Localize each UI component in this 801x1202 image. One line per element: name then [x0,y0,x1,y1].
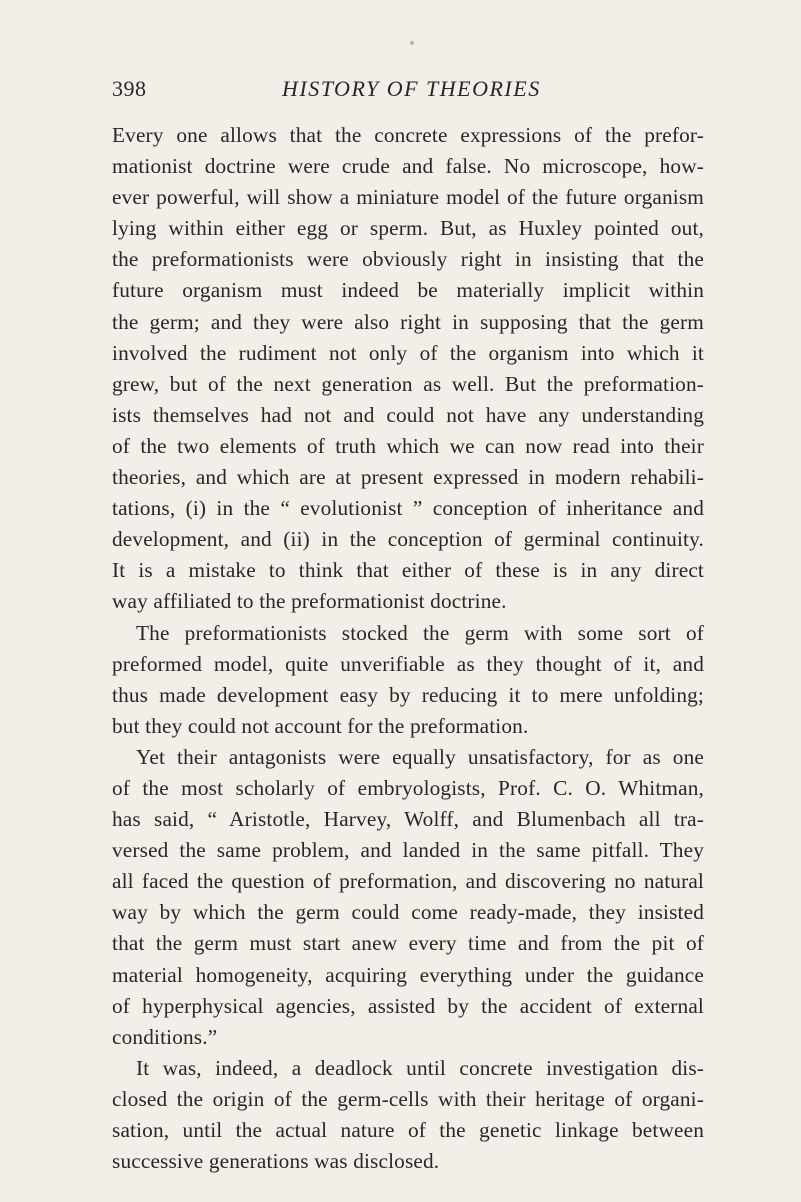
text-line: of the most scholarly of embryologists, Prof. C. O. Whitman, [112,775,704,800]
text-line: thus made development easy by reducing it to mere unfolding; [112,682,704,707]
text-line: It is a mistake to think that either of these is in any direct [112,558,704,583]
text-line: the preformationists were obviously right in insisting that the [112,247,704,272]
text-line: successive generations was disclosed. [112,1149,440,1174]
text-line: grew, but of the next generation as well. But the preformation- [112,371,704,396]
text-line: It was, indeed, a deadlock until concrete investigation dis- [136,1055,704,1080]
text-line: versed the same problem, and landed in the same pitfall. They [112,838,704,863]
text-line: material homogeneity, acquiring everything under the guidance [112,962,704,987]
text-line: of the two elements of truth which we can now read into their [112,433,704,458]
body-text [112,120,704,1177]
text-line: all faced the question of preformation, and discovering no natural [112,869,704,894]
text-line: conditions.” [112,1024,218,1049]
text-line: way by which the germ could come ready-made, they insisted [112,900,704,925]
text-line: preformed model, quite unverifiable as they thought of it, and [112,651,704,676]
text-line: development, and (ii) in the conception of germinal continuity. [112,527,704,552]
text-line: sation, until the actual nature of the genetic linkage between [112,1118,704,1142]
running-head [112,76,708,106]
text-line: closed the origin of the germ-cells with their heritage of organi- [112,1086,704,1111]
text-line: tations, (i) in the “ evolutionist ” conception of inheritance and [112,496,704,521]
text-line: future organism must indeed be materially implicit within [112,278,704,303]
text-line: The preformationists stocked the germ with some sort of [136,620,704,645]
text-line: theories, and which are at present expressed in modern rehabili- [112,465,704,490]
page-speck [410,41,414,45]
text-line: ever powerful, will show a miniature model of the future organism [112,185,704,210]
text-line: mationist doctrine were crude and false. No microscope, how- [112,154,704,179]
text-line: Every one allows that the concrete expressions of the prefor- [112,123,704,147]
text-line: way affiliated to the preformationist doctrine. [112,589,507,614]
running-title: HISTORY OF THEORIES [282,76,541,101]
text-line: but they could not account for the preformation. [112,713,529,738]
text-line: of hyperphysical agencies, assisted by the accident of external [112,993,704,1018]
text-line: has said, “ Aristotle, Harvey, Wolff, and Blumenbach all tra- [112,807,704,832]
text-line: the germ; and they were also right in supposing that the germ [112,309,704,334]
text-line: ists themselves had not and could not have any understanding [112,402,704,427]
page-number: 398 [112,76,147,101]
text-line: lying within either egg or sperm. But, as Huxley pointed out, [112,216,704,241]
text-line: Yet their antagonists were equally unsatisfactory, for as one [136,744,704,769]
text-line: that the germ must start anew every time and from the pit of [112,931,704,956]
text-line: involved the rudiment not only of the organism into which it [112,340,704,365]
